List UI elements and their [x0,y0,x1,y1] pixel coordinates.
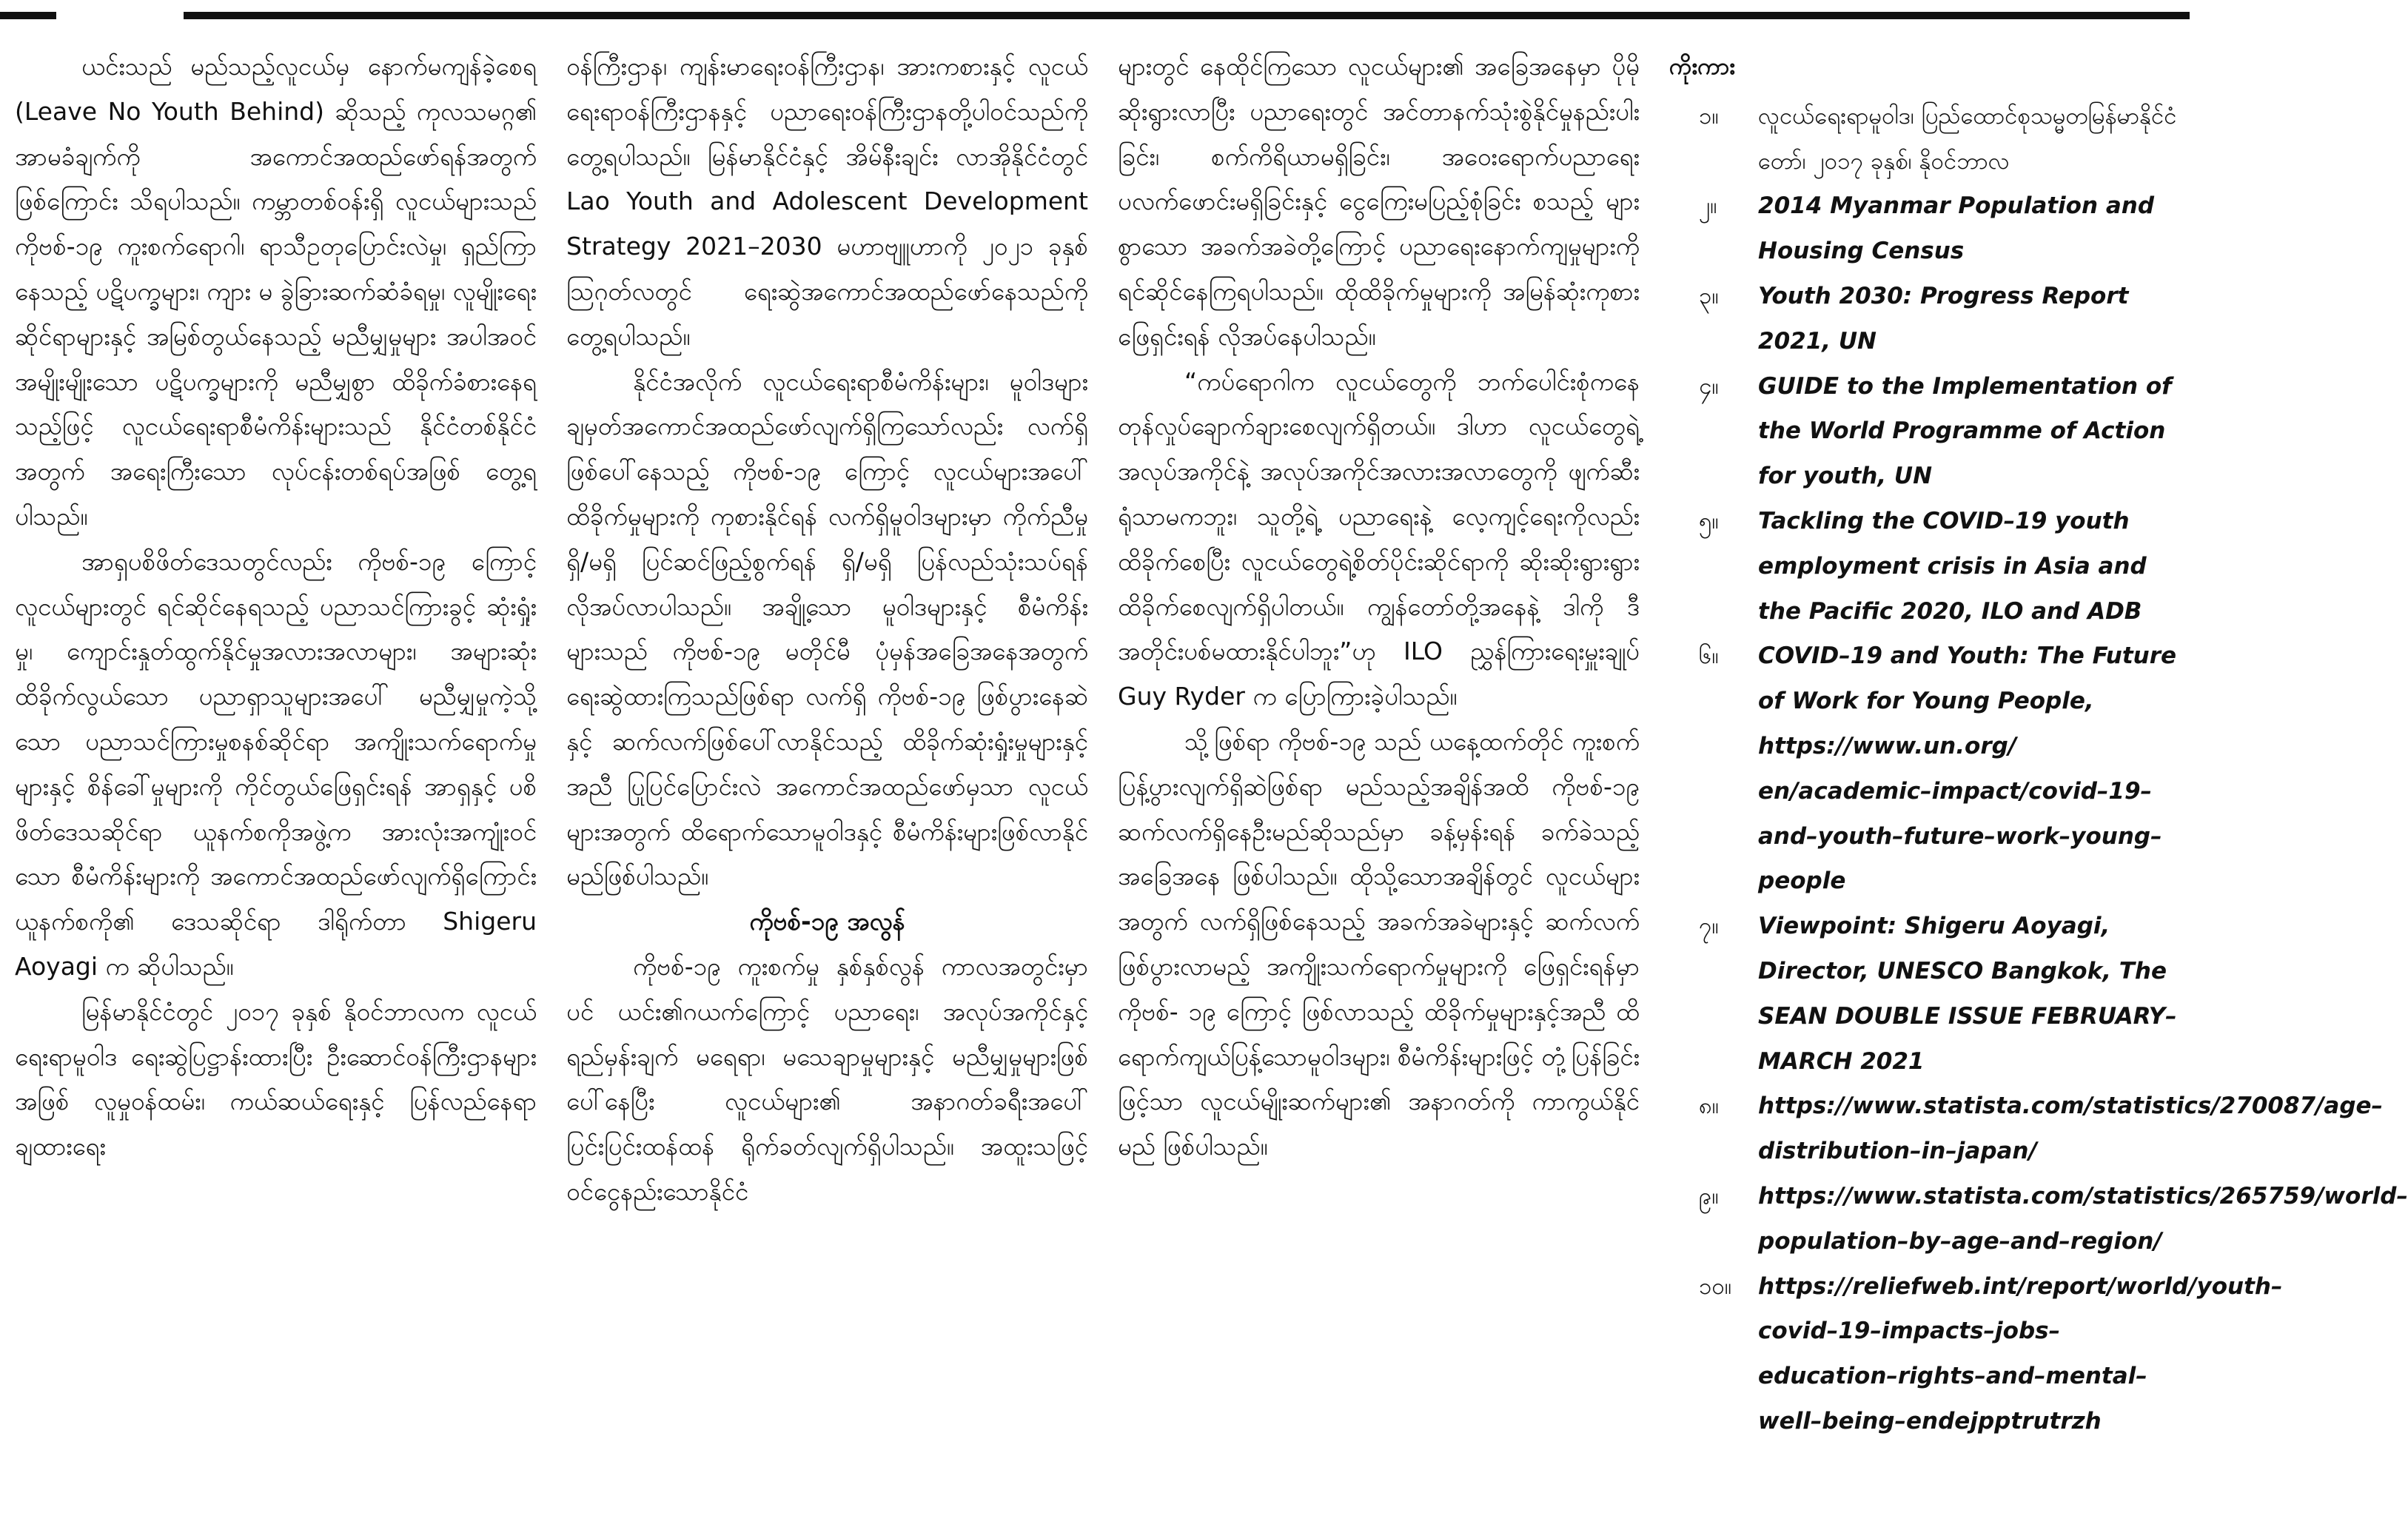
reference-number: ၇။ [1699,913,1719,940]
reference-item [1669,634,2180,904]
paragraph: များတွင် နေထိုင်ကြသော လူငယ်များ၏ အခြေအနေမှာ ပိုမိုဆိုးရွားလာပြီး ပညာရေးတွင် အင်တာနက်သုံးစွဲနိုင်မှုနည်းပါးခြင်း၊ စက်ကိရိယာမရှိခြင်း၊ အဝေးရောက်ပညာရေးပလက်ဖောင်းမရှိခြင်းနှင့် ငွေကြေးမပြည့်စုံခြင်း စသည့် များစွာသော အခက်အခဲတို့ကြောင့် ပညာရေးနောက်ကျမှုများကို ရင်ဆိုင်နေကြရပါသည်။ ထိုထိခိုက်မှုများကို အမြန်ဆုံးကုစားဖြေရှင်းရန် လိုအပ်နေပါသည်။ [1118,52,1640,351]
section-subheading: ကိုဗစ်-၁၉ အလွန် [749,907,905,936]
paragraph: ကိုဗစ်-၁၉ ကူးစက်မှု နှစ်နှစ်လွန် ကာလအတွင်းမှာပင် ယင်း၏ဂယက်ကြောင့် ပညာရေး၊ အလုပ်အကိုင်နှင့် ရည်မှန်းချက် မရေရာ၊ မသေချာမှုများနှင့် မညီမျှမှုများဖြစ်ပေါ်နေပြီး လူငယ်များ၏ အနာဂတ်ခရီးအပေါ် ပြင်းပြင်းထန်ထန် ရိုက်ခတ်လျက်ရှိပါသည်။ အထူးသဖြင့် ဝင်ငွေနည်းသောနိုင်ငံ [566,951,1088,1206]
reference-text: COVID–19 and Youth: The Future of Work for Young People, https://www.un.org/ en/academic–impact/covid–19–and–youth–future–work–young–people [1758,643,2177,895]
reference-item [1669,904,2180,1084]
reference-item [1669,184,2180,274]
reference-item [1669,499,2180,634]
paragraph: နိုင်ငံအလိုက် လူငယ်ရေးရာစီမံကိန်းများ၊ မူဝါဒများ ချမှတ်အကောင်အထည်ဖော်လျက်ရှိကြသော်လည်း လက်ရှိဖြစ်ပေါ်နေသည့် ကိုဗစ်-၁၉ ကြောင့် လူငယ်များအပေါ် ထိခိုက်မှုများကို ကုစားနိုင်ရန် လက်ရှိမူဝါဒများမှာ ကိုက်ညီမှုရှိ/မရှိ ပြင်ဆင်ဖြည့်စွက်ရန် ရှိ/မရှိ ပြန်လည်သုံးသပ်ရန် လိုအပ်လာပါသည်။ အချို့သော မူဝါဒများနှင့် စီမံကိန်းများသည် ကိုဗစ်-၁၉ မတိုင်မီ ပုံမှန်အခြေအနေအတွက် ရေးဆွဲထားကြသည်ဖြစ်ရာ လက်ရှိ ကိုဗစ်-၁၉ ဖြစ်ပွားနေဆဲနှင့် ဆက်လက်ဖြစ်ပေါ်လာနိုင်သည့် ထိခိုက်ဆုံးရှုံးမှုများနှင့်အညီ ပြုပြင်ပြောင်းလဲ အကောင်အထည်ဖော်မှသာ လူငယ်များအတွက် ထိရောက်သောမူဝါဒနှင့် စီမံကိန်းများဖြစ်လာနိုင်မည်ဖြစ်ပါသည်။ [566,366,1088,891]
reference-text: Tackling the COVID–19 youth employment crisis in Asia and the Pacific 2020, ILO and ADB [1758,507,2147,625]
references-title: ကိုးကား [1669,53,1736,80]
reference-number: ၂။ [1699,192,1717,220]
paragraph: အာရှပစိဖိတ်ဒေသတွင်လည်း ကိုဗစ်-၁၉ ကြောင့် လူငယ်များတွင် ရင်ဆိုင်နေရသည့် ပညာသင်ကြားခွင့် ဆုံးရှုံးမှု၊ ကျောင်းနှုတ်ထွက်နိုင်မှုအလားအလာများ၊ အများဆုံးထိခိုက်လွယ်သော ပညာရှာသူများအပေါ် မညီမျှမှုကဲ့သို့သော ပညာသင်ကြားမှုစနစ်ဆိုင်ရာ အကျိုးသက်ရောက်မှုများနှင့် စိန်ခေါ်မှုများကို ကိုင်တွယ်ဖြေရှင်းရန် အာရှနှင့် ပစိဖိတ်ဒေသဆိုင်ရာ ယူနက်စကိုအဖွဲ့က အားလုံးအကျုံးဝင်သော စီမံကိန်းများကို အကောင်အထည်ဖော်လျက်ရှိကြောင်း ယူနက်စကို၏ ဒေသဆိုင်ရာ ဒါရိုက်တာ Shigeru Aoyagi က ဆိုပါသည်။ [15,546,537,981]
reference-number: ၁၀။ [1699,1272,1732,1300]
paragraph: ယင်းသည် မည်သည့်လူငယ်မှ နောက်မကျန်ခဲ့စေရ (Leave No Youth Behind) ဆိုသည့် ကုလသမဂ္ဂ၏ အာမခံချက်ကို အကောင်အထည်ဖော်ရန်အတွက်ဖြစ်ကြောင်း သိရပါသည်။ ကမ္ဘာတစ်ဝန်းရှိ လူငယ်များသည် ကိုဗစ်-၁၉ ကူးစက်ရောဂါ၊ ရာသီဥတုပြောင်းလဲမှု၊ ရှည်ကြာနေသည့် ပဋိပက္ခများ၊ ကျား မ ခွဲခြားဆက်ဆံခံရမှု၊ လူမျိုးရေးဆိုင်ရာများနှင့် အမြစ်တွယ်နေသည့် မညီမျှမှုများ အပါအဝင် အမျိုးမျိုးသော ပဋိပက္ခများကို မညီမျှစွာ ထိခိုက်ခံစားနေရသည့်ဖြင့် လူငယ်ရေးရာစီမံကိန်းများသည် နိုင်ငံတစ်နိုင်ငံအတွက် အရေးကြီးသော လုပ်ငန်းတစ်ရပ်အဖြစ် တွေ့ရပါသည်။ [15,52,537,531]
reference-number: ၃။ [1699,282,1719,309]
reference-number: ၁။ [1699,102,1719,130]
reference-text[interactable]: https://reliefweb.int/report/world/youth–covid–19–impacts–jobs–education–rights–and–mental–well–being–endejpptrutrzh [1758,1272,2283,1435]
article-column-1 [15,44,537,1498]
reference-text: Viewpoint: Shigeru Aoyagi, Director, UNESCO Bangkok, The SEAN DOUBLE ISSUE FEBRUARY–MARCH 2021 [1758,913,2177,1075]
article-column-2 [566,44,1088,1498]
top-rule-right [184,12,2190,19]
reference-number: ၅။ [1699,507,1719,534]
reference-text: လူငယ်ရေးရာမူဝါဒ၊ ပြည်ထောင်စုသမ္မတမြန်မာနိုင်ငံတော်၊ ၂၀၁၇ ခုနှစ်၊ နိုဝင်ဘာလ [1758,102,2177,175]
reference-item [1669,364,2180,499]
paragraph: သို့ဖြစ်ရာ ကိုဗစ်-၁၉ သည် ယနေ့ထက်တိုင် ကူးစက်ပြန့်ပွားလျက်ရှိဆဲဖြစ်ရာ မည်သည့်အချိန်အထိ ကိုဗစ်-၁၉ ဆက်လက်ရှိနေဦးမည်ဆိုသည်မှာ ခန့်မှန်းရန် ခက်ခဲသည့်အခြေအနေ ဖြစ်ပါသည်။ ထိုသို့သောအချိန်တွင် လူငယ်များအတွက် လက်ရှိဖြစ်နေသည့် အခက်အခဲများနှင့် ဆက်လက်ဖြစ်ပွားလာမည့် အကျိုးသက်ရောက်မှုများကို ဖြေရှင်းရန်မှာ ကိုဗစ်- ၁၉ ကြောင့် ဖြစ်လာသည့် ထိခိုက်မှုများနှင့်အညီ ထိရောက်ကျယ်ပြန့်သောမူဝါဒများ၊ စီမံကိန်းများဖြင့် တုံ့ပြန်ခြင်းဖြင့်သာ လူငယ်မျိုးဆက်များ၏ အနာဂတ်ကို ကာကွယ်နိုင်မည် ဖြစ်ပါသည်။ [1118,726,1640,1161]
reference-text[interactable]: https://www.statista.com/statistics/265759/world–population–by–age–and–region/ [1758,1182,2408,1255]
reference-number: ၄။ [1699,372,1719,400]
paragraph: ဝန်ကြီးဌာန၊ ကျန်းမာရေးဝန်ကြီးဌာန၊ အားကစားနှင့် လူငယ်ရေးရာဝန်ကြီးဌာနနှင့် ပညာရေးဝန်ကြီးဌာနတို့ပါဝင်သည်ကို တွေ့ရပါသည်။ မြန်မာနိုင်ငံနှင့် အိမ်နီးချင်း လာအိုနိုင်ငံတွင် Lao Youth and Adolescent Development Strategy 2021–2030 မဟာဗျူဟာကို ၂၀၂၁ ခုနှစ် ဩဂုတ်လတွင် ရေးဆွဲအကောင်အထည်ဖော်နေသည်ကို တွေ့ရပါသည်။ [566,52,1088,351]
paragraph: “ကပ်ရောဂါက လူငယ်တွေကို ဘက်ပေါင်းစုံကနေ တုန်လှုပ်ချောက်ချားစေလျက်ရှိတယ်။ ဒါဟာ လူငယ်တွေရဲ့ အလုပ်အကိုင်နဲ့ အလုပ်အကိုင်အလားအလာတွေကို ဖျက်ဆီးရုံသာမကဘူး၊ သူတို့ရဲ့ ပညာရေးနဲ့ လေ့ကျင့်ရေးကိုလည်း ထိခိုက်စေပြီး လူငယ်တွေရဲ့စိတ်ပိုင်းဆိုင်ရာကို ဆိုးဆိုးရွားရွား ထိခိုက်စေလျက်ရှိပါတယ်။ ကျွန်တော်တို့အနေနဲ့ ဒါကို ဒီအတိုင်းပစ်မထားနိုင်ပါဘူး”ဟု ILO ညွှန်ကြားရေးမှူးချုပ် Guy Ryder က ပြောကြားခဲ့ပါသည်။ [1118,366,1640,711]
reference-text: Youth 2030: Progress Report 2021, UN [1758,282,2129,355]
reference-item [1669,1084,2384,1174]
reference-text: 2014 Myanmar Population and Housing Census [1758,192,2155,265]
reference-number: ၉။ [1699,1182,1719,1210]
reference-number: ၆။ [1699,643,1719,670]
reference-text[interactable]: https://www.statista.com/statistics/270087/age–distribution–in–japan/ [1758,1093,2384,1165]
reference-number: ၈။ [1699,1093,1720,1120]
top-rule-left [0,12,56,19]
reference-item [1669,94,2180,184]
references-list [1669,94,2408,1444]
reference-item [1669,274,2180,364]
reference-text: GUIDE to the Implementation of the World Programme of Action for youth, UN [1758,372,2172,490]
paragraph: မြန်မာနိုင်ငံတွင် ၂၀၁၇ ခုနှစ် နိုဝင်ဘာလက လူငယ်ရေးရာမူဝါဒ ရေးဆွဲပြဋ္ဌာန်းထားပြီး ဦးဆောင်ဝန်ကြီးဌာနများအဖြစ် လူမှုဝန်ထမ်း၊ ကယ်ဆယ်ရေးနှင့် ပြန်လည်နေရာချထားရေး [15,996,537,1161]
references-column [1669,44,2408,1498]
reference-item [1669,1264,2283,1444]
reference-item [1669,1174,2408,1264]
article-column-3 [1118,44,1640,1498]
